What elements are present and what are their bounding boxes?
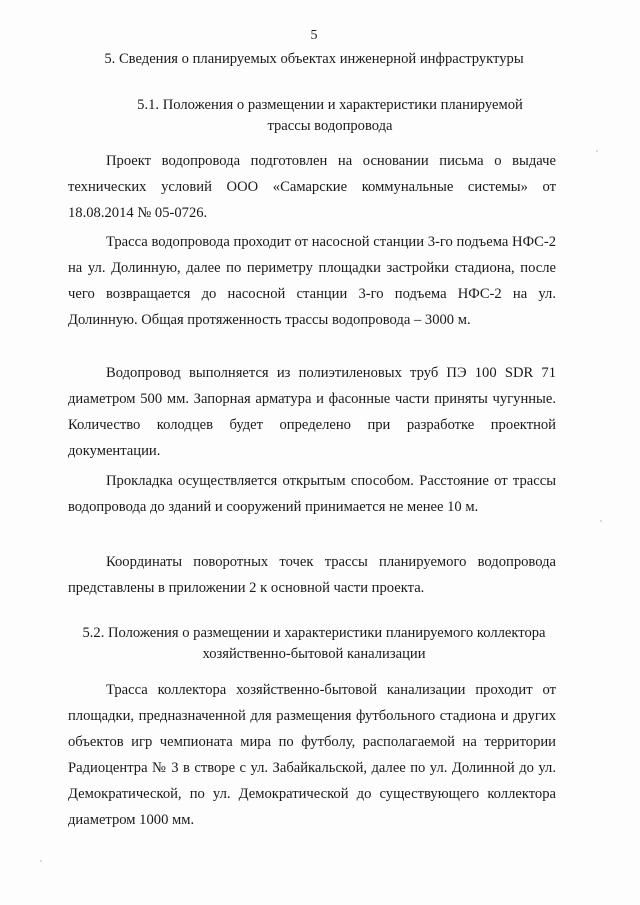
subsection-5-1-heading-line1: 5.1. Положения о размещении и характеристики планируемой <box>137 97 523 113</box>
page-number: 5 <box>310 28 318 43</box>
paragraph-water-supply-basis: Проект водопровода подготовлен на основании письма о выдаче технических условий ООО «Самарские коммунальные системы» от 18.08.2014 № 05-0726. <box>68 153 556 221</box>
paragraph-sewer-route: Трасса коллектора хозяйственно-бытовой канализации проходит от площадки, предназначенной для размещения футбольного стадиона и других объектов игр чемпионата мира по футболу, располагаемой на территории Радиоцентра № 3 в створе с ул. Забайкальской, далее по ул. Долинной до ул. Демократической, по ул. Демократической до существующего коллектора диаметром 1000 мм. <box>68 682 556 828</box>
subsection-5-2-heading-line2: хозяйственно-бытовой канализации <box>202 646 426 662</box>
paragraph-water-supply-coordinates: Координаты поворотных точек трассы планируемого водопровода представлены в приложении 2 к основной части проекта. <box>68 554 556 596</box>
paragraph-water-supply-laying: Прокладка осуществляется открытым способом. Расстояние от трассы водопровода до зданий и сооружений принимается не менее 10 м. <box>68 473 556 515</box>
paragraph-water-supply-route: Трасса водопровода проходит от насосной станции 3-го подъема НФС-2 на ул. Долинную, далее по периметру площадки застройки стадиона, после чего возвращается до насосной станции 3-го подъема НФС-2 на ул. Долинную. Общая протяженность трассы водопровода – 3000 м. <box>68 234 556 328</box>
scan-speck <box>40 860 42 862</box>
subsection-5-1-heading-line2: трассы водопровода <box>267 118 393 134</box>
subsection-5-1-heading <box>92 95 568 137</box>
subsection-5-2-heading <box>60 623 568 665</box>
subsection-5-2-heading-line1: 5.2. Положения о размещении и характеристики планируемого коллектора <box>82 625 546 641</box>
scan-speck <box>600 520 602 522</box>
section-5-heading: 5. Сведения о планируемых объектах инженерной инфраструктуры <box>104 51 524 67</box>
scan-speck <box>596 150 598 152</box>
paragraph-water-supply-pipes: Водопровод выполняется из полиэтиленовых труб ПЭ 100 SDR 71 диаметром 500 мм. Запорная арматура и фасонные части приняты чугунные. Количество колодцев будет определено при разработке проектной документации. <box>68 365 556 459</box>
